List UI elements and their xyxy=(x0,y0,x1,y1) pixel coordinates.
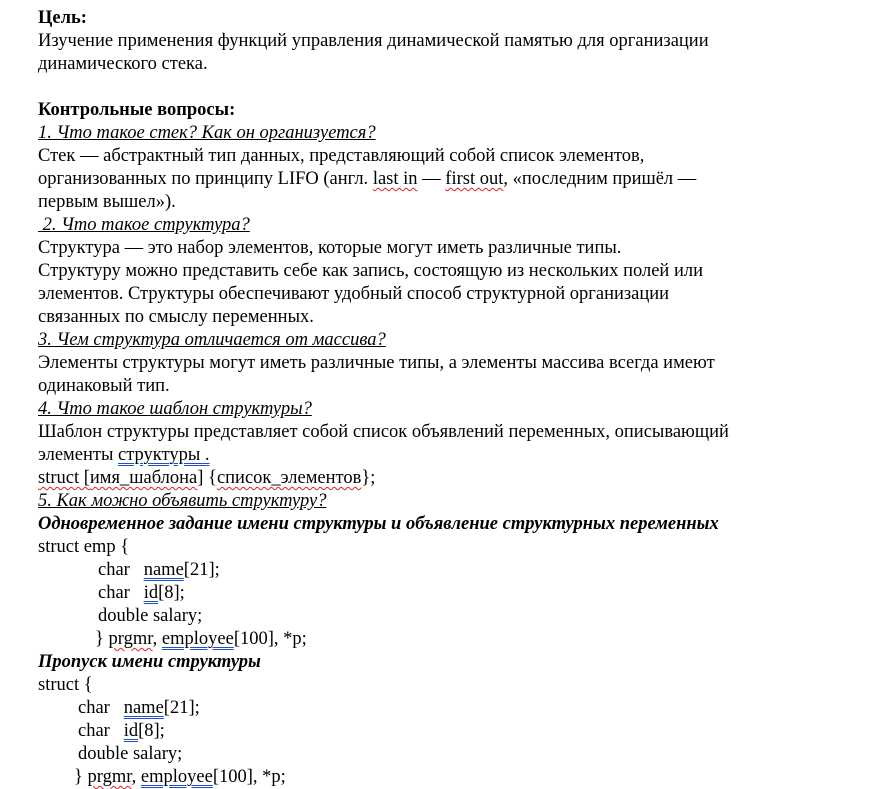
document-page xyxy=(38,7,878,789)
questions-heading: Контрольные вопросы: xyxy=(38,100,236,120)
grammar-flag-word[interactable]: employee xyxy=(161,629,234,649)
answer-2-line: Структура — это набор элементов, которые могут иметь различные типы. xyxy=(38,238,622,258)
subheading-named-struct: Одновременное задание имени структуры и объявление структурных переменных xyxy=(38,514,719,534)
grammar-flag-word[interactable]: структуры . xyxy=(118,445,210,465)
spellcheck-word[interactable]: prgmr xyxy=(87,767,132,787)
spellcheck-word[interactable]: first out xyxy=(445,169,504,189)
grammar-flag-word[interactable]: name xyxy=(123,698,164,718)
question-4-title: 4. Что такое шаблон структуры? xyxy=(38,399,312,419)
answer-2-line: связанных по смыслу переменных. xyxy=(38,307,314,327)
question-1-title: 1. Что такое стек? Как он организуется? xyxy=(38,123,376,143)
goal-text-line: Изучение применения функций управления динамической памятью для организации xyxy=(38,31,709,51)
goal-heading: Цель: xyxy=(38,8,87,28)
spellcheck-word[interactable]: prgmr xyxy=(108,629,153,649)
code-line: char id[8]; xyxy=(98,583,185,603)
code-line: char id[8]; xyxy=(78,721,165,741)
code-line: struct { xyxy=(38,675,93,695)
spellcheck-word[interactable]: last in xyxy=(372,169,418,189)
empty-paragraph xyxy=(38,76,878,99)
code-line: char name[21]; xyxy=(78,698,200,718)
goal-text-line: динамического стека. xyxy=(38,54,208,74)
answer-1-line: организованных по принципу LIFO (англ. last in — first out, «последним пришёл — xyxy=(38,169,697,189)
question-5-title: 5. Как можно объявить структуру? xyxy=(38,491,327,511)
question-3-title: 3. Чем структура отличается от массива? xyxy=(38,330,386,350)
answer-1-line: первым вышел»). xyxy=(38,192,176,212)
answer-3-line: одинаковый тип. xyxy=(38,376,170,396)
spellcheck-word[interactable]: struct [ xyxy=(38,468,90,488)
struct-template-line: struct [имя_шаблона] {список_элементов}; xyxy=(38,468,376,488)
grammar-flag-word[interactable]: employee xyxy=(140,767,213,787)
code-line: double salary; xyxy=(98,606,203,626)
answer-4-line: Шаблон структуры представляет собой список объявлений переменных, описывающий xyxy=(38,422,729,442)
code-line: double salary; xyxy=(78,744,183,764)
code-line: struct emp { xyxy=(38,537,130,557)
answer-4-line: элементы структуры . xyxy=(38,445,210,465)
answer-3-line: Элементы структуры могут иметь различные типы, а элементы массива всегда имеют xyxy=(38,353,715,373)
code-line: char name[21]; xyxy=(98,560,220,580)
grammar-flag-word[interactable]: name xyxy=(143,560,184,580)
spellcheck-word[interactable]: список_элементов xyxy=(216,468,362,488)
grammar-flag-word[interactable]: id xyxy=(123,721,139,741)
code-line: } prgmr, employee[100], *p; xyxy=(95,629,307,649)
spellcheck-word[interactable]: имя_шаблона xyxy=(89,468,198,488)
answer-2-line: элементов. Структуры обеспечивают удобный способ структурной организации xyxy=(38,284,670,304)
answer-2-line: Структуру можно представить себе как запись, состоящую из нескольких полей или xyxy=(38,261,703,281)
subheading-anonymous-struct: Пропуск имени структуры xyxy=(38,652,261,672)
answer-1-line: Стек — абстрактный тип данных, представляющий собой список элементов, xyxy=(38,146,645,166)
question-2-title: 2. Что такое структура? xyxy=(38,215,250,235)
code-line: } prgmr, employee[100], *p; xyxy=(74,767,286,787)
grammar-flag-word[interactable]: id xyxy=(143,583,159,603)
